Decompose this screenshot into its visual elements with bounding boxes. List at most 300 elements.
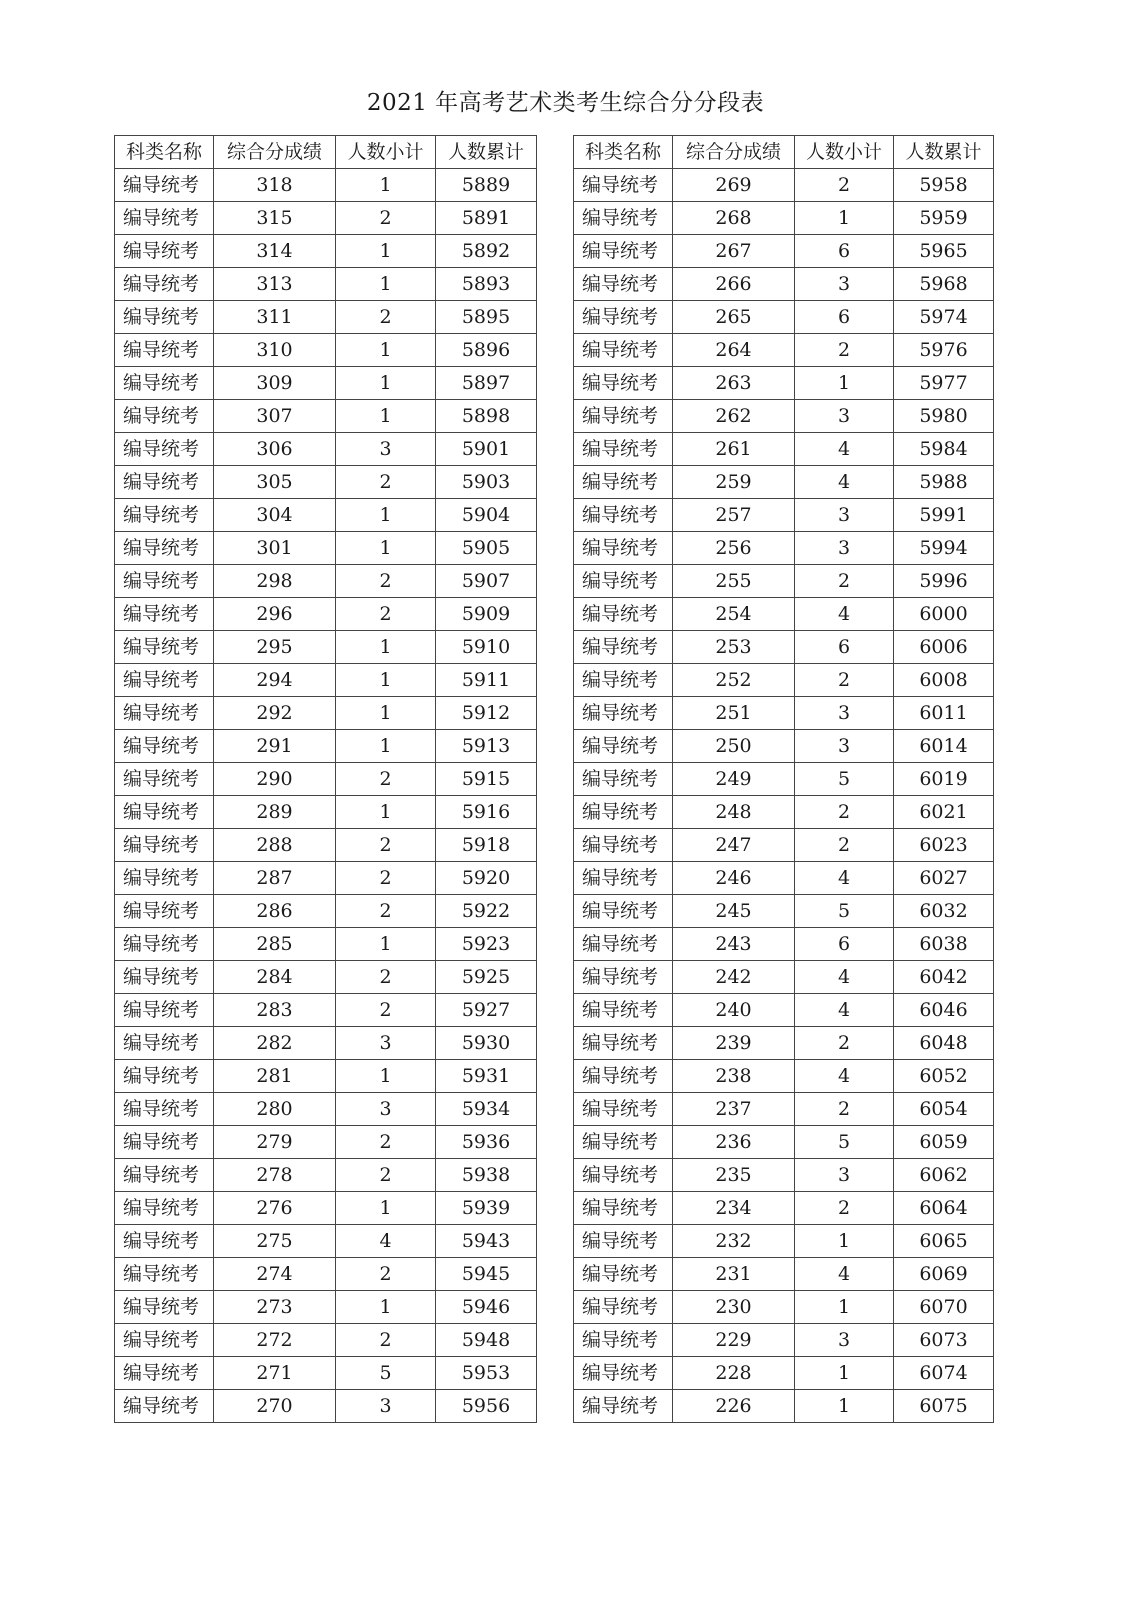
cell-category: 编导统考 (115, 532, 214, 565)
cell-score: 234 (673, 1192, 795, 1225)
cell-cumulative: 6062 (894, 1159, 994, 1192)
cell-subtotal: 2 (795, 169, 894, 202)
cell-subtotal: 2 (336, 1159, 436, 1192)
cell-score: 285 (214, 928, 336, 961)
cell-subtotal: 1 (336, 400, 436, 433)
cell-category: 编导统考 (115, 1258, 214, 1291)
cell-category: 编导统考 (115, 1159, 214, 1192)
cell-score: 318 (214, 169, 336, 202)
table-row (574, 334, 994, 367)
cell-score: 271 (214, 1357, 336, 1390)
cell-cumulative: 5974 (894, 301, 994, 334)
cell-category: 编导统考 (115, 1390, 214, 1423)
cell-cumulative: 5891 (436, 202, 537, 235)
cell-category: 编导统考 (115, 928, 214, 961)
cell-category: 编导统考 (115, 1225, 214, 1258)
table-row (115, 631, 537, 664)
cell-category: 编导统考 (115, 697, 214, 730)
table-row (574, 1093, 994, 1126)
cell-cumulative: 5915 (436, 763, 537, 796)
cell-category: 编导统考 (115, 367, 214, 400)
cell-category: 编导统考 (574, 862, 673, 895)
cell-cumulative: 5968 (894, 268, 994, 301)
cell-score: 290 (214, 763, 336, 796)
header-score: 综合分成绩 (673, 136, 795, 169)
cell-subtotal: 6 (795, 301, 894, 334)
cell-subtotal: 6 (795, 631, 894, 664)
table-row (574, 598, 994, 631)
cell-cumulative: 6038 (894, 928, 994, 961)
cell-subtotal: 4 (795, 1258, 894, 1291)
table-row (574, 565, 994, 598)
table-row (574, 829, 994, 862)
cell-score: 295 (214, 631, 336, 664)
cell-cumulative: 5912 (436, 697, 537, 730)
cell-score: 249 (673, 763, 795, 796)
cell-subtotal: 4 (795, 994, 894, 1027)
cell-category: 编导统考 (574, 499, 673, 532)
cell-cumulative: 5898 (436, 400, 537, 433)
cell-subtotal: 2 (336, 994, 436, 1027)
cell-score: 229 (673, 1324, 795, 1357)
cell-cumulative: 5931 (436, 1060, 537, 1093)
cell-category: 编导统考 (574, 598, 673, 631)
cell-category: 编导统考 (574, 1093, 673, 1126)
cell-score: 266 (673, 268, 795, 301)
table-row (115, 532, 537, 565)
cell-score: 310 (214, 334, 336, 367)
cell-score: 238 (673, 1060, 795, 1093)
cell-category: 编导统考 (574, 664, 673, 697)
cell-score: 253 (673, 631, 795, 664)
table-row (574, 400, 994, 433)
cell-cumulative: 5977 (894, 367, 994, 400)
table-row (574, 1291, 994, 1324)
table-row (574, 1390, 994, 1423)
cell-score: 291 (214, 730, 336, 763)
table-row (574, 433, 994, 466)
cell-category: 编导统考 (115, 829, 214, 862)
cell-cumulative: 6073 (894, 1324, 994, 1357)
header-score: 综合分成绩 (214, 136, 336, 169)
cell-category: 编导统考 (574, 1225, 673, 1258)
cell-cumulative: 6054 (894, 1093, 994, 1126)
table-row (115, 796, 537, 829)
cell-subtotal: 2 (336, 1258, 436, 1291)
cell-cumulative: 6021 (894, 796, 994, 829)
cell-cumulative: 5943 (436, 1225, 537, 1258)
cell-score: 315 (214, 202, 336, 235)
cell-score: 305 (214, 466, 336, 499)
cell-category: 编导统考 (574, 400, 673, 433)
cell-score: 230 (673, 1291, 795, 1324)
cell-category: 编导统考 (574, 532, 673, 565)
cell-cumulative: 5920 (436, 862, 537, 895)
cell-score: 263 (673, 367, 795, 400)
cell-cumulative: 5965 (894, 235, 994, 268)
cell-subtotal: 1 (336, 1060, 436, 1093)
table-row (574, 961, 994, 994)
cell-category: 编导统考 (115, 1324, 214, 1357)
cell-subtotal: 2 (336, 1126, 436, 1159)
cell-subtotal: 1 (336, 796, 436, 829)
cell-cumulative: 5925 (436, 961, 537, 994)
cell-subtotal: 3 (795, 1159, 894, 1192)
cell-score: 231 (673, 1258, 795, 1291)
table-row (574, 862, 994, 895)
table-row (115, 862, 537, 895)
table-body-right (574, 169, 994, 1423)
cell-cumulative: 6006 (894, 631, 994, 664)
cell-cumulative: 6042 (894, 961, 994, 994)
cell-subtotal: 3 (336, 1390, 436, 1423)
cell-cumulative: 5889 (436, 169, 537, 202)
cell-category: 编导统考 (574, 895, 673, 928)
cell-subtotal: 1 (336, 235, 436, 268)
cell-score: 252 (673, 664, 795, 697)
cell-category: 编导统考 (574, 1060, 673, 1093)
cell-subtotal: 4 (795, 862, 894, 895)
cell-subtotal: 6 (795, 235, 894, 268)
table-row (115, 994, 537, 1027)
cell-score: 269 (673, 169, 795, 202)
header-cumulative: 人数累计 (894, 136, 994, 169)
table-row (574, 301, 994, 334)
cell-score: 255 (673, 565, 795, 598)
table-row (115, 1126, 537, 1159)
cell-score: 270 (214, 1390, 336, 1423)
table-row (574, 367, 994, 400)
cell-subtotal: 3 (795, 499, 894, 532)
cell-score: 254 (673, 598, 795, 631)
score-table-left (114, 135, 537, 1423)
cell-subtotal: 5 (795, 763, 894, 796)
table-row (115, 334, 537, 367)
cell-category: 编导统考 (115, 433, 214, 466)
cell-subtotal: 2 (336, 961, 436, 994)
cell-cumulative: 6027 (894, 862, 994, 895)
table-row (115, 1258, 537, 1291)
cell-category: 编导统考 (574, 928, 673, 961)
table-row (115, 697, 537, 730)
cell-score: 251 (673, 697, 795, 730)
cell-score: 247 (673, 829, 795, 862)
cell-subtotal: 1 (336, 664, 436, 697)
cell-category: 编导统考 (574, 631, 673, 664)
cell-cumulative: 5897 (436, 367, 537, 400)
cell-category: 编导统考 (574, 235, 673, 268)
table-row (574, 1159, 994, 1192)
cell-score: 256 (673, 532, 795, 565)
cell-category: 编导统考 (115, 400, 214, 433)
cell-score: 226 (673, 1390, 795, 1423)
table-row (115, 400, 537, 433)
table-row (574, 202, 994, 235)
cell-score: 306 (214, 433, 336, 466)
header-category: 科类名称 (574, 136, 673, 169)
cell-category: 编导统考 (574, 1324, 673, 1357)
cell-subtotal: 2 (336, 202, 436, 235)
table-row (115, 598, 537, 631)
header-category: 科类名称 (115, 136, 214, 169)
table-row (115, 565, 537, 598)
cell-cumulative: 5893 (436, 268, 537, 301)
cell-cumulative: 6008 (894, 664, 994, 697)
cell-category: 编导统考 (115, 301, 214, 334)
cell-score: 245 (673, 895, 795, 928)
cell-score: 267 (673, 235, 795, 268)
cell-cumulative: 5896 (436, 334, 537, 367)
cell-category: 编导统考 (115, 334, 214, 367)
cell-cumulative: 5988 (894, 466, 994, 499)
cell-cumulative: 6069 (894, 1258, 994, 1291)
cell-score: 257 (673, 499, 795, 532)
cell-subtotal: 1 (336, 730, 436, 763)
cell-cumulative: 5948 (436, 1324, 537, 1357)
table-row (115, 235, 537, 268)
score-table-right (573, 135, 994, 1423)
cell-subtotal: 4 (795, 598, 894, 631)
cell-score: 289 (214, 796, 336, 829)
cell-score: 314 (214, 235, 336, 268)
cell-cumulative: 6065 (894, 1225, 994, 1258)
table-row (115, 202, 537, 235)
cell-category: 编导统考 (115, 895, 214, 928)
cell-cumulative: 5980 (894, 400, 994, 433)
table-row (115, 763, 537, 796)
table-row (574, 631, 994, 664)
cell-score: 274 (214, 1258, 336, 1291)
cell-cumulative: 6011 (894, 697, 994, 730)
cell-cumulative: 6075 (894, 1390, 994, 1423)
cell-score: 239 (673, 1027, 795, 1060)
cell-cumulative: 5991 (894, 499, 994, 532)
cell-subtotal: 3 (795, 730, 894, 763)
cell-cumulative: 5904 (436, 499, 537, 532)
cell-score: 235 (673, 1159, 795, 1192)
cell-cumulative: 5938 (436, 1159, 537, 1192)
cell-cumulative: 5984 (894, 433, 994, 466)
cell-cumulative: 5930 (436, 1027, 537, 1060)
cell-score: 280 (214, 1093, 336, 1126)
cell-subtotal: 2 (336, 466, 436, 499)
cell-cumulative: 6023 (894, 829, 994, 862)
cell-score: 272 (214, 1324, 336, 1357)
cell-cumulative: 5922 (436, 895, 537, 928)
cell-category: 编导统考 (574, 334, 673, 367)
table-row (574, 1192, 994, 1225)
cell-subtotal: 2 (795, 1093, 894, 1126)
cell-subtotal: 4 (795, 433, 894, 466)
cell-cumulative: 5994 (894, 532, 994, 565)
cell-score: 232 (673, 1225, 795, 1258)
table-row (574, 1324, 994, 1357)
cell-category: 编导统考 (574, 268, 673, 301)
table-row (574, 532, 994, 565)
cell-category: 编导统考 (115, 862, 214, 895)
cell-cumulative: 6074 (894, 1357, 994, 1390)
cell-category: 编导统考 (115, 1093, 214, 1126)
cell-subtotal: 2 (795, 1192, 894, 1225)
cell-score: 304 (214, 499, 336, 532)
table-row (574, 928, 994, 961)
cell-subtotal: 1 (795, 367, 894, 400)
cell-score: 283 (214, 994, 336, 1027)
cell-subtotal: 3 (795, 532, 894, 565)
cell-subtotal: 5 (795, 1126, 894, 1159)
cell-score: 275 (214, 1225, 336, 1258)
cell-subtotal: 1 (795, 1291, 894, 1324)
cell-cumulative: 5905 (436, 532, 537, 565)
cell-subtotal: 1 (795, 1390, 894, 1423)
cell-subtotal: 1 (795, 202, 894, 235)
cell-category: 编导统考 (115, 994, 214, 1027)
cell-subtotal: 2 (336, 862, 436, 895)
cell-score: 296 (214, 598, 336, 631)
cell-cumulative: 5901 (436, 433, 537, 466)
cell-category: 编导统考 (574, 169, 673, 202)
cell-subtotal: 3 (795, 1324, 894, 1357)
cell-category: 编导统考 (115, 598, 214, 631)
cell-cumulative: 5907 (436, 565, 537, 598)
cell-cumulative: 6019 (894, 763, 994, 796)
cell-cumulative: 5936 (436, 1126, 537, 1159)
table-row (115, 664, 537, 697)
cell-category: 编导统考 (574, 202, 673, 235)
table-row (574, 697, 994, 730)
table-row (115, 1291, 537, 1324)
cell-subtotal: 2 (336, 895, 436, 928)
cell-category: 编导统考 (574, 763, 673, 796)
cell-cumulative: 5956 (436, 1390, 537, 1423)
table-row (115, 367, 537, 400)
cell-score: 287 (214, 862, 336, 895)
cell-subtotal: 2 (795, 664, 894, 697)
cell-score: 278 (214, 1159, 336, 1192)
cell-category: 编导统考 (115, 1027, 214, 1060)
table-row (115, 466, 537, 499)
cell-category: 编导统考 (115, 961, 214, 994)
header-cumulative: 人数累计 (436, 136, 537, 169)
cell-cumulative: 5911 (436, 664, 537, 697)
cell-category: 编导统考 (574, 829, 673, 862)
cell-subtotal: 3 (795, 268, 894, 301)
cell-subtotal: 1 (795, 1357, 894, 1390)
cell-subtotal: 6 (795, 928, 894, 961)
cell-score: 259 (673, 466, 795, 499)
cell-cumulative: 6014 (894, 730, 994, 763)
cell-cumulative: 6070 (894, 1291, 994, 1324)
table-row (115, 829, 537, 862)
cell-category: 编导统考 (115, 1060, 214, 1093)
cell-cumulative: 5910 (436, 631, 537, 664)
table-row (115, 730, 537, 763)
cell-score: 264 (673, 334, 795, 367)
cell-category: 编导统考 (115, 1357, 214, 1390)
cell-score: 292 (214, 697, 336, 730)
cell-subtotal: 4 (336, 1225, 436, 1258)
table-row (574, 994, 994, 1027)
cell-score: 281 (214, 1060, 336, 1093)
cell-score: 298 (214, 565, 336, 598)
cell-score: 262 (673, 400, 795, 433)
cell-score: 307 (214, 400, 336, 433)
cell-score: 276 (214, 1192, 336, 1225)
cell-cumulative: 5959 (894, 202, 994, 235)
cell-category: 编导统考 (574, 1357, 673, 1390)
cell-cumulative: 5996 (894, 565, 994, 598)
table-row (115, 268, 537, 301)
cell-subtotal: 4 (795, 466, 894, 499)
cell-category: 编导统考 (574, 1258, 673, 1291)
cell-subtotal: 3 (336, 1027, 436, 1060)
cell-score: 242 (673, 961, 795, 994)
header-subtotal: 人数小计 (795, 136, 894, 169)
cell-category: 编导统考 (115, 268, 214, 301)
cell-subtotal: 1 (336, 499, 436, 532)
table-row (115, 499, 537, 532)
cell-category: 编导统考 (574, 796, 673, 829)
table-row (115, 1159, 537, 1192)
cell-subtotal: 2 (336, 829, 436, 862)
cell-subtotal: 1 (336, 367, 436, 400)
table-row (574, 1258, 994, 1291)
cell-subtotal: 4 (795, 1060, 894, 1093)
table-row (115, 928, 537, 961)
cell-category: 编导统考 (574, 697, 673, 730)
cell-cumulative: 5923 (436, 928, 537, 961)
cell-subtotal: 2 (795, 829, 894, 862)
cell-cumulative: 5976 (894, 334, 994, 367)
cell-category: 编导统考 (115, 499, 214, 532)
header-subtotal: 人数小计 (336, 136, 436, 169)
table-row (115, 169, 537, 202)
cell-category: 编导统考 (115, 169, 214, 202)
table-row (574, 1060, 994, 1093)
table-row (574, 763, 994, 796)
table-body-left (115, 169, 537, 1423)
cell-category: 编导统考 (574, 1027, 673, 1060)
cell-cumulative: 5892 (436, 235, 537, 268)
table-row (574, 730, 994, 763)
cell-score: 284 (214, 961, 336, 994)
cell-subtotal: 4 (795, 961, 894, 994)
table-row (574, 796, 994, 829)
cell-subtotal: 2 (795, 1027, 894, 1060)
table-row (115, 1357, 537, 1390)
table-row (574, 499, 994, 532)
cell-subtotal: 3 (795, 400, 894, 433)
cell-cumulative: 6000 (894, 598, 994, 631)
table-row (574, 1225, 994, 1258)
table-row (574, 1126, 994, 1159)
cell-category: 编导统考 (115, 1192, 214, 1225)
cell-category: 编导统考 (574, 1291, 673, 1324)
cell-category: 编导统考 (574, 565, 673, 598)
cell-score: 273 (214, 1291, 336, 1324)
cell-category: 编导统考 (115, 664, 214, 697)
cell-category: 编导统考 (574, 367, 673, 400)
cell-cumulative: 5945 (436, 1258, 537, 1291)
cell-score: 309 (214, 367, 336, 400)
cell-subtotal: 1 (795, 1225, 894, 1258)
table-row (574, 664, 994, 697)
cell-score: 240 (673, 994, 795, 1027)
cell-cumulative: 5958 (894, 169, 994, 202)
cell-category: 编导统考 (574, 301, 673, 334)
cell-subtotal: 2 (336, 763, 436, 796)
cell-score: 237 (673, 1093, 795, 1126)
